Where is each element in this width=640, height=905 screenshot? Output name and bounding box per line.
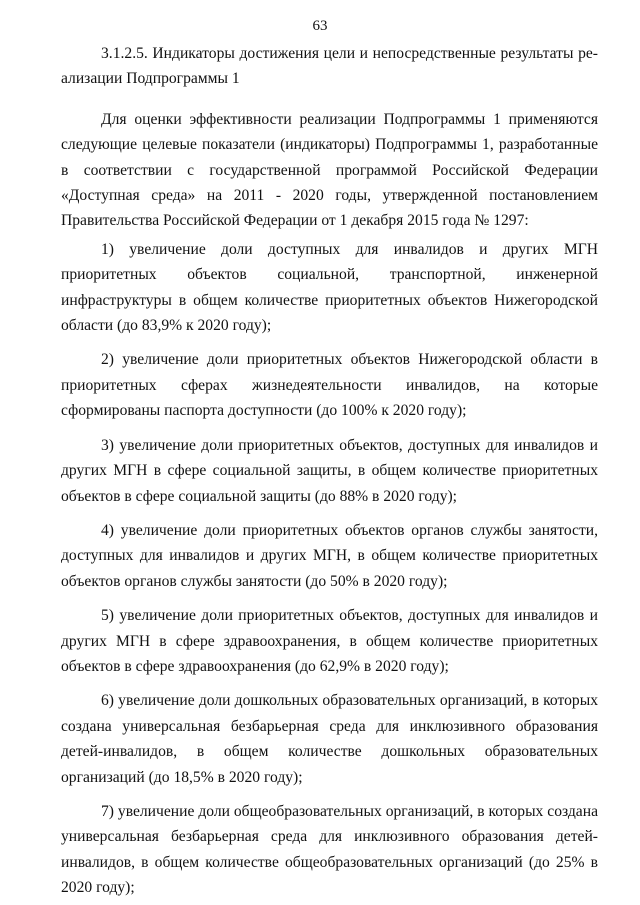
page-number: 63 (312, 18, 328, 34)
indicator-item-2: 2) увеличение доли приоритетных объектов Нижегородской области в приоритетных сферах жизнедеятельности инвалидов, на которые сформированы паспорта доступности (до 100% к 2020 году); (61, 351, 598, 420)
indicator-item-3: 3) увеличение доли приоритетных объектов, доступных для инвалидов и других МГН в сфере социальной защиты, в общем количестве приоритетных объектов в сфере социальной защиты (до 88% в 2020 году); (61, 436, 598, 505)
document-body (61, 41, 598, 901)
indicator-item-5: 5) увеличение доли приоритетных объектов, доступных для инвалидов и других МГН в сфере здравоохранения, в общем количестве приоритетных объектов в сфере здравоохранения (до 62,9% в 2020 году); (61, 607, 598, 675)
indicator-item-4: 4) увеличение доли приоритетных объектов органов службы занятости, доступных для инвалидов и других МГН, в общем количестве приоритетных объектов органов службы занятости (до 50% в 2020 году); (61, 521, 598, 590)
indicator-item-1: 1) увеличение доли доступных для инвалидов и других МГН приоритетных объектов социальной, транспортной, инженерной инфраструктуры в общем количестве приоритетных объектов Нижегородской области (до 83,9% к 2020 году); (61, 240, 598, 335)
indicator-item-7: 7) увеличение доли общеобразовательных организаций, в которых создана универсальная безбарьерная среда для инклюзивного образования детей-инвалидов, в общем количестве общеобразовательных организаций (до 25% в 2020 году); (61, 802, 598, 897)
section-heading: 3.1.2.5. Индикаторы достижения цели и непосредственные результаты реализации Подпрограммы 1 (61, 45, 598, 88)
indicator-item-6: 6) увеличение доли дошкольных образовательных организаций, в которых создана универсальная безбарьерная среда для инклюзивного образования детей-инвалидов, в общем количестве дошкольных образовательных организаций (до 18,5% в 2020 году); (61, 692, 598, 786)
intro-paragraph: Для оценки эффективности реализации Подпрограммы 1 применяются следующие целевые показатели (индикаторы) Подпрограммы 1, разработанные в соответствии с государственной программой Российской Федерации «Доступная среда» на 2011 - 2020 годы, утвержденной постановлением Правительства Российской Федерации от 1 декабря 2015 года № 1297: (61, 110, 598, 230)
